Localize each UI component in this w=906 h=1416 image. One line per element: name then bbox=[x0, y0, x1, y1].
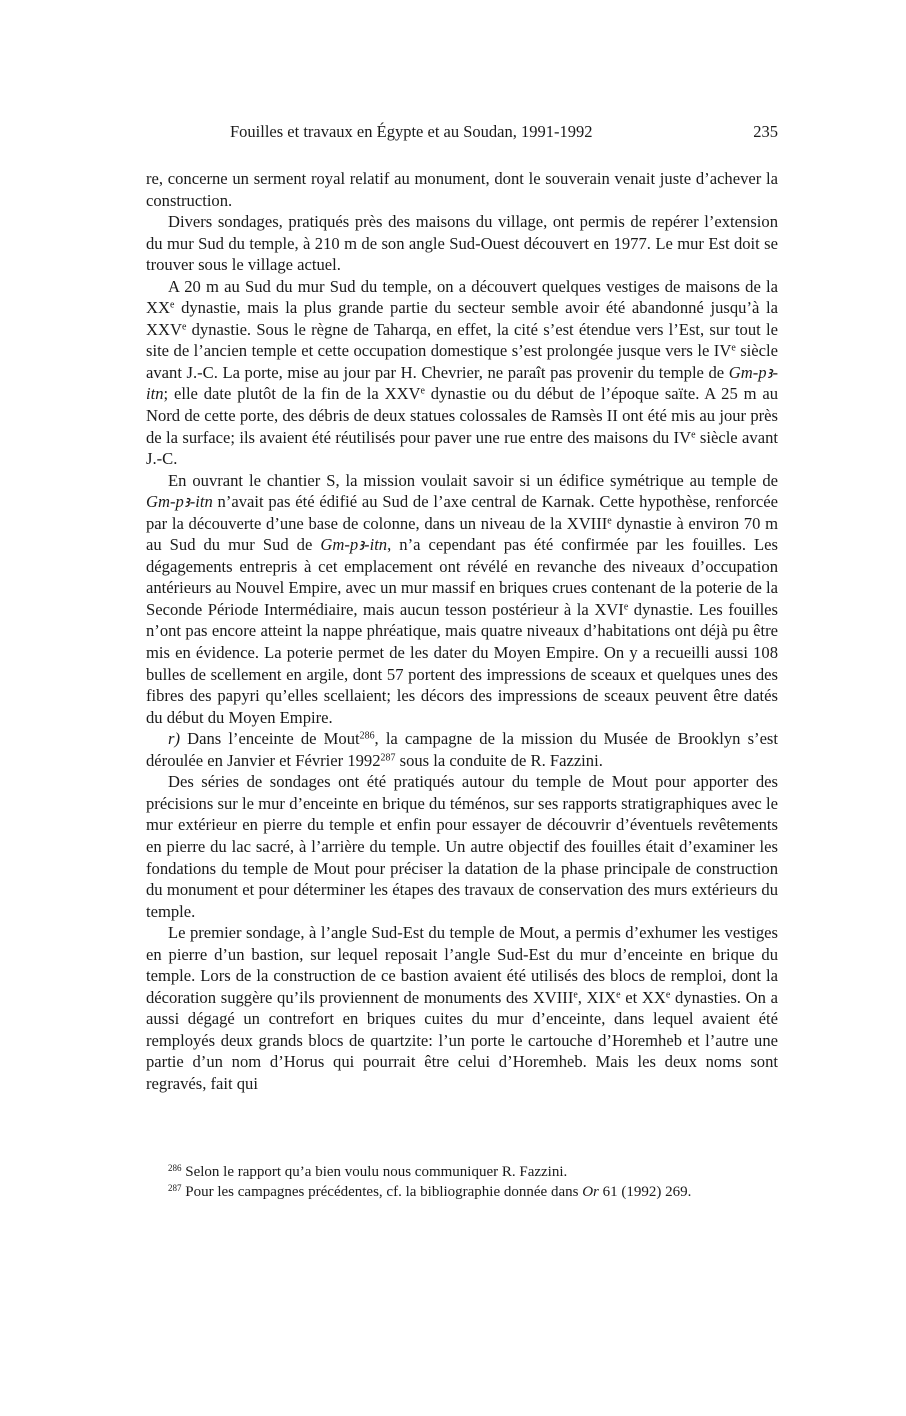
footnote-287: $^{287}$ Pour les campagnes précédentes, cf. la bibliographie donnée dans Or 61 (1992) 269. bbox=[168, 1183, 692, 1200]
paragraph: Divers sondages, pratiqués près des maisons du village, ont permis de repérer l’extension du mur Sud du temple, à 210 m de son angle Sud-Ouest découvert en 1977. Le mur Est doit se trouver sous le village actuel. bbox=[146, 212, 778, 275]
running-head bbox=[146, 122, 778, 144]
paragraph: A 20 m au Sud du mur Sud du temple, on a découvert quelques vestiges de maisons de la XXe dynastie, mais la plus grande partie du secteur semble avoir été abandonné jusqu’à la XXVe dynastie. Sous le règne de Taharqa, en effet, la cité s’est étendue vers l’Est, sur tout le site de l’ancien temple et cette occupation domestique s’est prolongée jusque vers le IVe siècle avant J.-C. La porte, mise au jour par H. Chevrier, ne paraît pas provenir du temple de Gm-pꜣ-itn; elle date plutôt de la fin de la XXVe dynastie ou du début de l’époque saïte. A 25 m au Nord de cette porte, des débris de deux statues colossales de Ramsès II ont été mis au jour près de la surface; ils avaient été réutilisés pour paver une rue entre des maisons du IVe siècle avant J.-C. bbox=[146, 276, 778, 469]
paragraph: Le premier sondage, à l’angle Sud-Est du temple de Mout, a permis d’exhumer les vestiges en pierre d’un bastion, sur lequel reposait l’angle Sud-Est du mur d’enceinte en brique du temple. Lors de la construction de ce bastion avaient été utilisés des blocs de remploi, dont la décoration suggère qu’ils proviennent de monuments des XVIIIe, XIXe et XXe dynasties. On a aussi dégagé un contrefort en briques cuites du mur d’enceinte, dans lequel avaient été remployés deux grands blocs de quartzite: l’un porte le cartouche d’Horemheb et l’autre une partie d’un nom d’Horus qui pourrait être celui d’Horemheb. Mais les deux noms sont regravés, fait qui bbox=[146, 923, 778, 1093]
body-text bbox=[146, 168, 778, 1095]
paragraph: r) Dans l’enceinte de Mout$^{286}$, la campagne de la mission du Musée de Brooklyn s’est déroulée en Janvier et Février 1992$^{287}$ sous la conduite de R. Fazzini. bbox=[146, 729, 778, 770]
page-number: 235 bbox=[753, 122, 778, 141]
running-title: Fouilles et travaux en Égypte et au Soudan, 1991-1992 bbox=[230, 122, 593, 141]
paragraph: En ouvrant le chantier S, la mission voulait savoir si un édifice symétrique au temple de Gm-pꜣ-itn n’avait pas été édifié au Sud de l’axe central de Karnak. Cette hypothèse, renforcée par la découverte d’une base de colonne, dans un niveau de la XVIIIe dynastie à environ 70 m au Sud du mur Sud de Gm-pꜣ-itn, n’a cependant pas été confirmée par les fouilles. Les dégagements entrepris à cet emplacement ont révélé en revanche des niveaux d’occupation antérieurs au Nouvel Empire, avec un mur massif en briques crues contenant de la poterie de la Seconde Période Intermédiaire, mais aucun tesson postérieur à la XVIe dynastie. Les fouilles n’ont pas encore atteint la nappe phréatique, mais quatre niveaux d’habitations ont déjà pu être mis en évidence. La poterie permet de les dater du Moyen Empire. On y a recueilli aussi 108 bulles de scellement en argile, dont 57 portent des impressions de sceaux et quelques unes des fibres des papyri qu’elles scellaient; les décors des impressions de sceaux peuvent être datés du début du Moyen Empire. bbox=[146, 470, 779, 727]
footnotes bbox=[146, 1162, 778, 1202]
paragraph: re, concerne un serment royal relatif au monument, dont le souverain venait juste d’achever la construction. bbox=[146, 169, 778, 210]
paragraph: Des séries de sondages ont été pratiqués autour du temple de Mout pour apporter des précisions sur le mur d’enceinte en brique du téménos, sur ses rapports stratigraphiques avec le mur extérieur en pierre du temple et enfin pour essayer de découvrir d’éventuels revêtements en pierre du lac sacré, à l’arrière du temple. Un autre objectif des fouilles était d’examiner les fondations du temple de Mout pour préciser la datation de la phase principale de construction du monument et pour déterminer les étapes des travaux de conservation des murs extérieurs du temple. bbox=[146, 772, 778, 921]
footnote-286: $^{286}$ Selon le rapport qu’a bien voulu nous communiquer R. Fazzini. bbox=[168, 1163, 568, 1180]
